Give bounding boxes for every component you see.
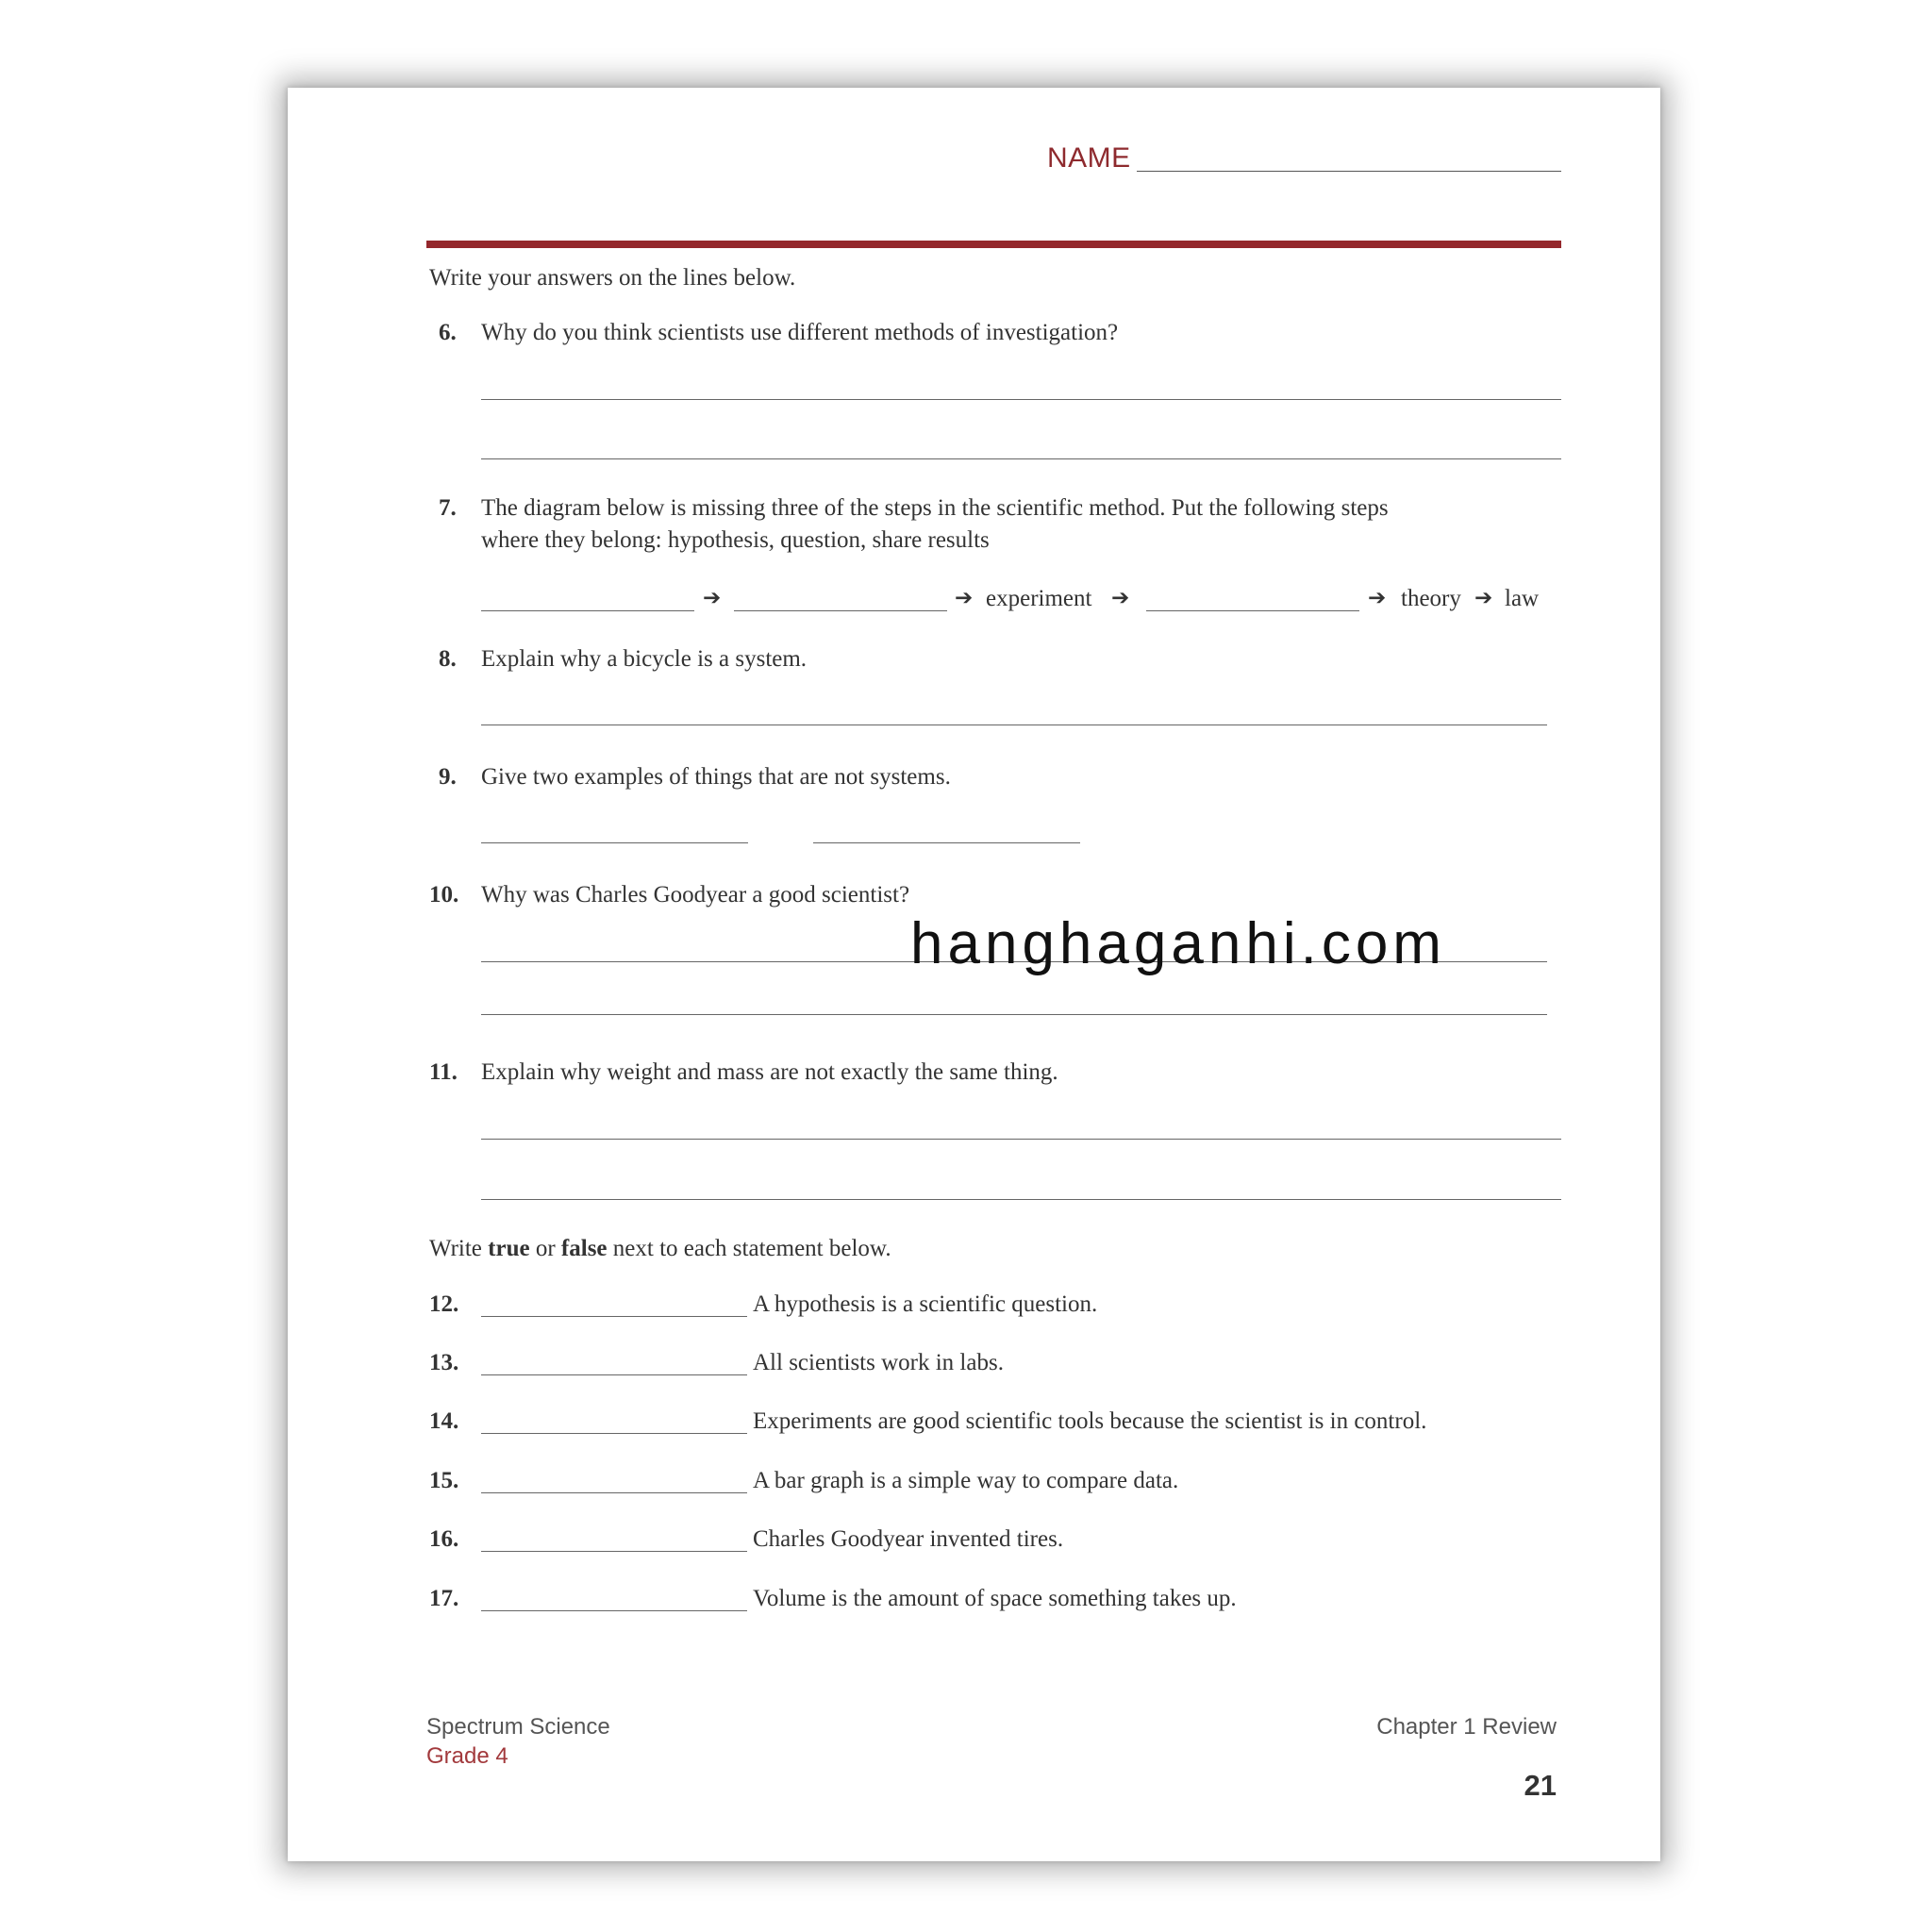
q7-blank-1[interactable]	[481, 610, 694, 611]
q9-answer-line-1[interactable]	[481, 842, 748, 843]
q10-answer-line-2[interactable]	[481, 1014, 1547, 1015]
q10-text: Why was Charles Goodyear a good scientist?	[481, 882, 910, 908]
true-false-answer-line[interactable]	[481, 1492, 747, 1493]
watermark-text: hanghaganhi.com	[910, 911, 1446, 976]
section1-instruction: Write your answers on the lines below.	[429, 265, 796, 291]
statement-text: All scientists work in labs.	[753, 1350, 1004, 1375]
q7-blank-3[interactable]	[1146, 610, 1359, 611]
q7-blank-2[interactable]	[734, 610, 947, 611]
statement-number: 13.	[429, 1350, 459, 1375]
statement-text: Charles Goodyear invented tires.	[753, 1526, 1064, 1552]
q7-text-line1: The diagram below is missing three of the steps in the scientific method. Put the following steps	[481, 495, 1389, 521]
header-rule	[426, 241, 1561, 248]
q7-number: 7.	[439, 495, 457, 521]
footer-book-title: Spectrum Science	[426, 1714, 610, 1740]
true-false-answer-line[interactable]	[481, 1433, 747, 1434]
true-false-answer-line[interactable]	[481, 1551, 747, 1552]
statement-number: 17.	[429, 1586, 459, 1611]
q7-step-law: law	[1505, 586, 1540, 611]
true-false-answer-line[interactable]	[481, 1374, 747, 1375]
q11-answer-line-1[interactable]	[481, 1139, 1561, 1140]
arrow-icon: ➔	[955, 586, 974, 610]
q11-text: Explain why weight and mass are not exactly the same thing.	[481, 1059, 1058, 1085]
arrow-icon: ➔	[703, 586, 722, 610]
q9-answer-line-2[interactable]	[813, 842, 1080, 843]
footer-chapter: Chapter 1 Review	[1376, 1714, 1557, 1740]
statement-text: A bar graph is a simple way to compare data.	[753, 1468, 1179, 1493]
q11-number: 11.	[429, 1059, 458, 1085]
true-false-answer-line[interactable]	[481, 1316, 747, 1317]
q11-answer-line-2[interactable]	[481, 1199, 1561, 1200]
statement-text: Volume is the amount of space something takes up.	[753, 1586, 1237, 1611]
name-field-line[interactable]	[1137, 171, 1561, 172]
statement-number: 16.	[429, 1526, 459, 1552]
footer-grade: Grade 4	[426, 1743, 508, 1769]
page-number: 21	[1524, 1769, 1557, 1802]
q7-step-theory: theory	[1401, 586, 1461, 611]
q7-text-line2: where they belong: hypothesis, question, share results	[481, 527, 990, 553]
q8-text: Explain why a bicycle is a system.	[481, 646, 808, 672]
arrow-icon: ➔	[1368, 586, 1387, 610]
true-false-answer-line[interactable]	[481, 1610, 747, 1611]
arrow-icon: ➔	[1111, 586, 1130, 610]
q10-number: 10.	[429, 882, 459, 908]
q6-number: 6.	[439, 320, 457, 345]
name-label: NAME	[1047, 142, 1131, 174]
q8-answer-line[interactable]	[481, 724, 1547, 725]
statement-number: 14.	[429, 1408, 459, 1434]
statement-text: A hypothesis is a scientific question.	[753, 1291, 1098, 1317]
q9-number: 9.	[439, 764, 457, 790]
q6-text: Why do you think scientists use different methods of investigation?	[481, 320, 1119, 345]
statement-number: 15.	[429, 1468, 459, 1493]
statement-text: Experiments are good scientific tools because the scientist is in control.	[753, 1408, 1427, 1434]
q6-answer-line-2[interactable]	[481, 458, 1561, 459]
section2-instruction: Write true or false next to each statement below.	[429, 1236, 891, 1261]
q7-step-experiment: experiment	[986, 586, 1092, 611]
arrow-icon: ➔	[1474, 586, 1493, 610]
q6-answer-line-1[interactable]	[481, 399, 1561, 400]
q9-text: Give two examples of things that are not systems.	[481, 764, 951, 790]
statement-number: 12.	[429, 1291, 459, 1317]
q8-number: 8.	[439, 646, 457, 672]
worksheet-page	[288, 88, 1660, 1861]
